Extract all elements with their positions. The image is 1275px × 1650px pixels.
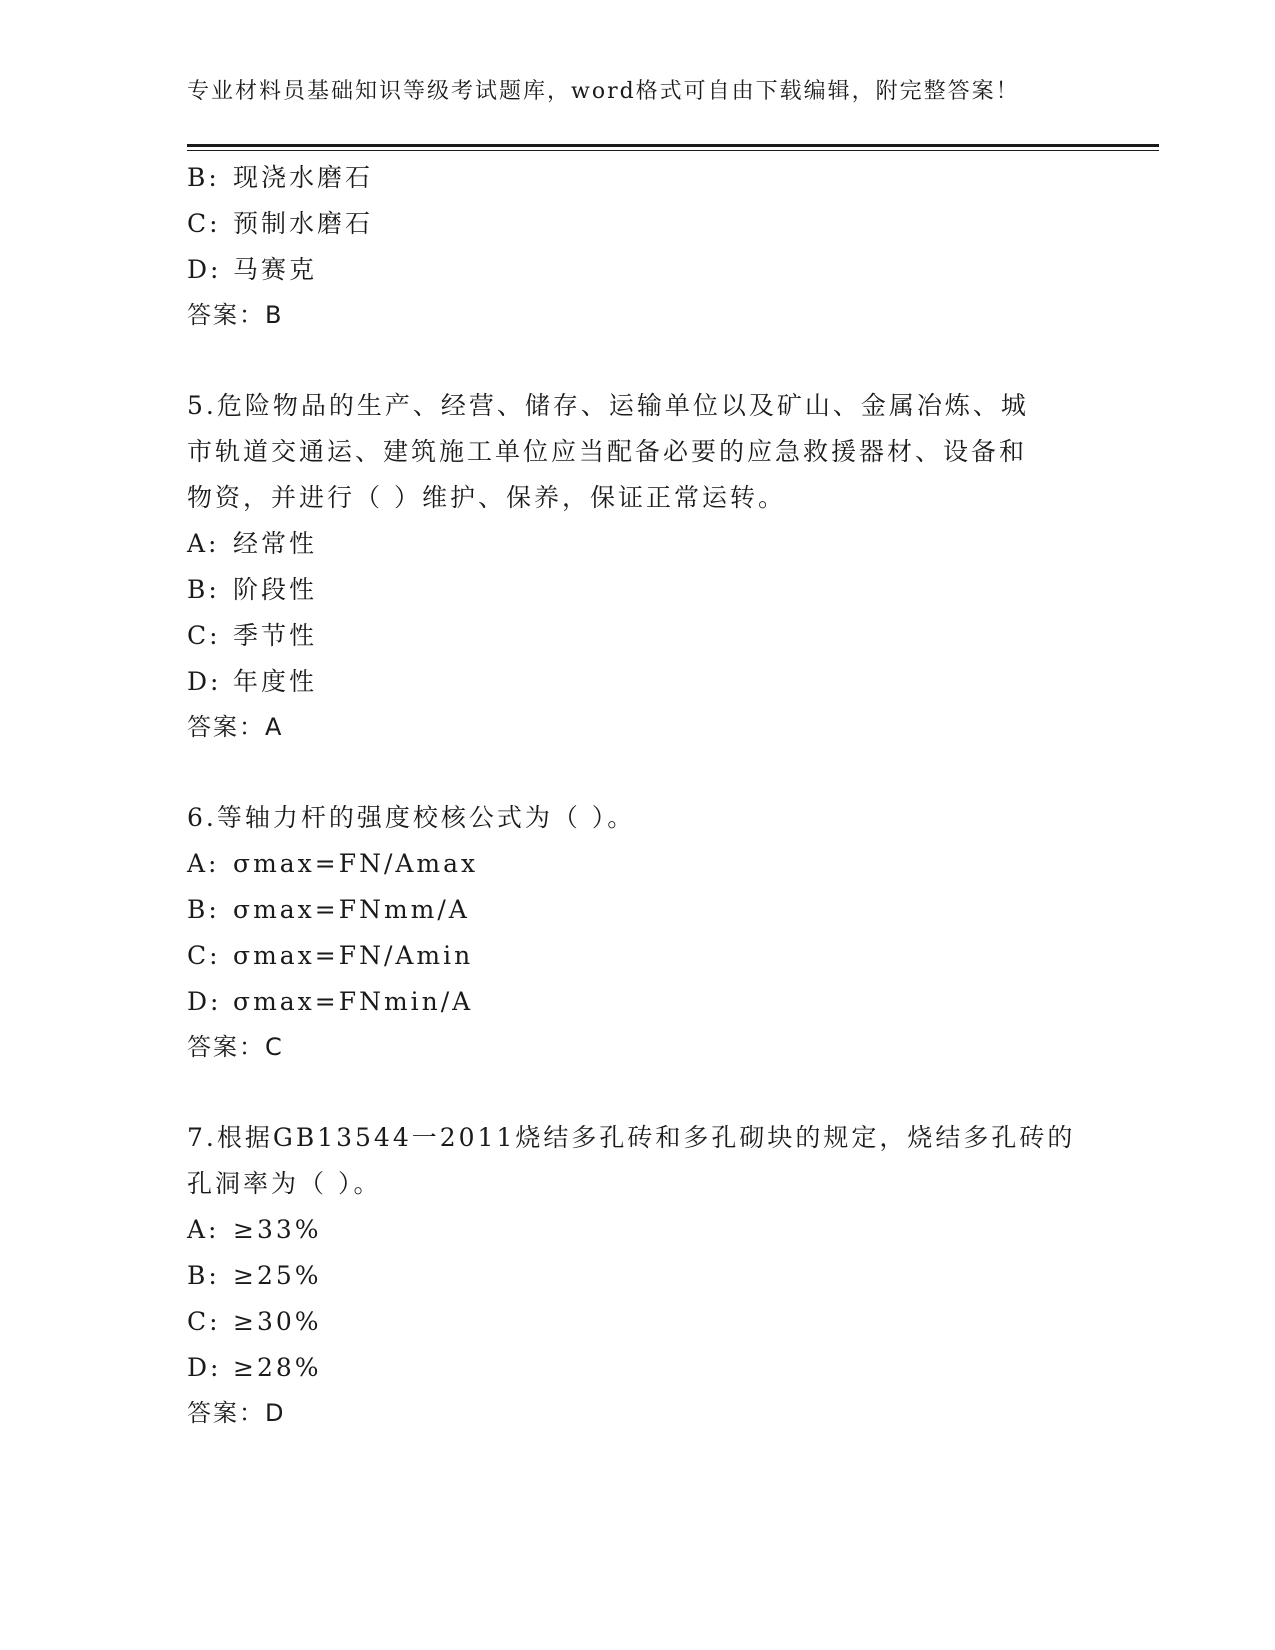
option-letter: D: <box>187 987 222 1016</box>
question-stem-line: 7.根据GB13544一2011烧结多孔砖和多孔砌块的规定，烧结多孔砖的 <box>187 1123 1076 1152</box>
option-a <box>187 1207 1087 1253</box>
option-letter: C: <box>187 941 221 970</box>
option-text: 经常性 <box>233 529 318 558</box>
carryover-question <box>187 155 1087 337</box>
option-letter: D: <box>187 1353 222 1382</box>
question-stem-line: 市轨道交通运、建筑施工单位应当配备必要的应急救援器材、设备和 <box>187 437 1028 466</box>
header-rule-thick <box>187 144 1159 147</box>
document-body <box>187 155 1087 1435</box>
option-d <box>187 1345 1087 1391</box>
question-7 <box>187 1115 1087 1435</box>
question-stem-line: 5.危险物品的生产、经营、储存、运输单位以及矿山、金属冶炼、城 <box>187 391 1029 420</box>
option-letter: B: <box>187 1261 220 1290</box>
option-letter: D: <box>187 667 222 696</box>
option-d <box>187 659 1087 705</box>
option-b <box>187 567 1087 613</box>
option-b <box>187 1253 1087 1299</box>
option-text: 预制水磨石 <box>233 209 374 238</box>
option-letter: C: <box>187 209 221 238</box>
option-b <box>187 155 1087 201</box>
spacer <box>187 337 1087 383</box>
option-letter: D: <box>187 255 222 284</box>
option-text: ≥33% <box>233 1215 322 1244</box>
spacer <box>187 1069 1087 1115</box>
option-a <box>187 521 1087 567</box>
option-text: 阶段性 <box>233 575 318 604</box>
option-text: σmax=FN/Amax <box>233 849 479 878</box>
question-5 <box>187 383 1087 749</box>
page-header: 专业材料员基础知识等级考试题库，word格式可自由下载编辑，附完整答案！ <box>187 79 1020 104</box>
option-letter: B: <box>187 575 220 604</box>
spacer <box>187 749 1087 795</box>
question-stem-line: 孔洞率为（ ）。 <box>187 1169 382 1198</box>
option-c <box>187 1299 1087 1345</box>
option-text: ≥28% <box>233 1353 322 1382</box>
option-a <box>187 841 1087 887</box>
option-text: 年度性 <box>233 667 318 696</box>
answer-line: 答案：D <box>187 1399 286 1427</box>
option-d <box>187 979 1087 1025</box>
option-letter: B: <box>187 895 220 924</box>
option-letter: C: <box>187 1307 221 1336</box>
option-text: ≥30% <box>233 1307 322 1336</box>
option-text: σmax=FN/Amin <box>233 941 474 970</box>
option-letter: A: <box>187 849 220 878</box>
answer-line: 答案：C <box>187 1033 284 1061</box>
question-stem-line: 6.等轴力杆的强度校核公式为（ ）。 <box>187 803 636 832</box>
option-letter: B: <box>187 163 220 192</box>
option-c <box>187 933 1087 979</box>
option-d <box>187 247 1087 293</box>
option-text: 马赛克 <box>233 255 318 284</box>
option-letter: A: <box>187 529 220 558</box>
question-stem-line: 物资，并进行（ ）维护、保养，保证正常运转。 <box>187 483 786 512</box>
header-rule-thin <box>187 150 1159 151</box>
option-letter: A: <box>187 1215 220 1244</box>
option-text: 现浇水磨石 <box>233 163 374 192</box>
question-6 <box>187 795 1087 1069</box>
option-text: ≥25% <box>233 1261 322 1290</box>
answer-line: 答案：A <box>187 713 284 741</box>
option-c <box>187 613 1087 659</box>
answer-line: 答案：B <box>187 301 284 329</box>
option-text: σmax=FNmm/A <box>233 895 470 924</box>
option-letter: C: <box>187 621 221 650</box>
option-c <box>187 201 1087 247</box>
option-b <box>187 887 1087 933</box>
option-text: 季节性 <box>233 621 318 650</box>
option-text: σmax=FNmin/A <box>233 987 474 1016</box>
